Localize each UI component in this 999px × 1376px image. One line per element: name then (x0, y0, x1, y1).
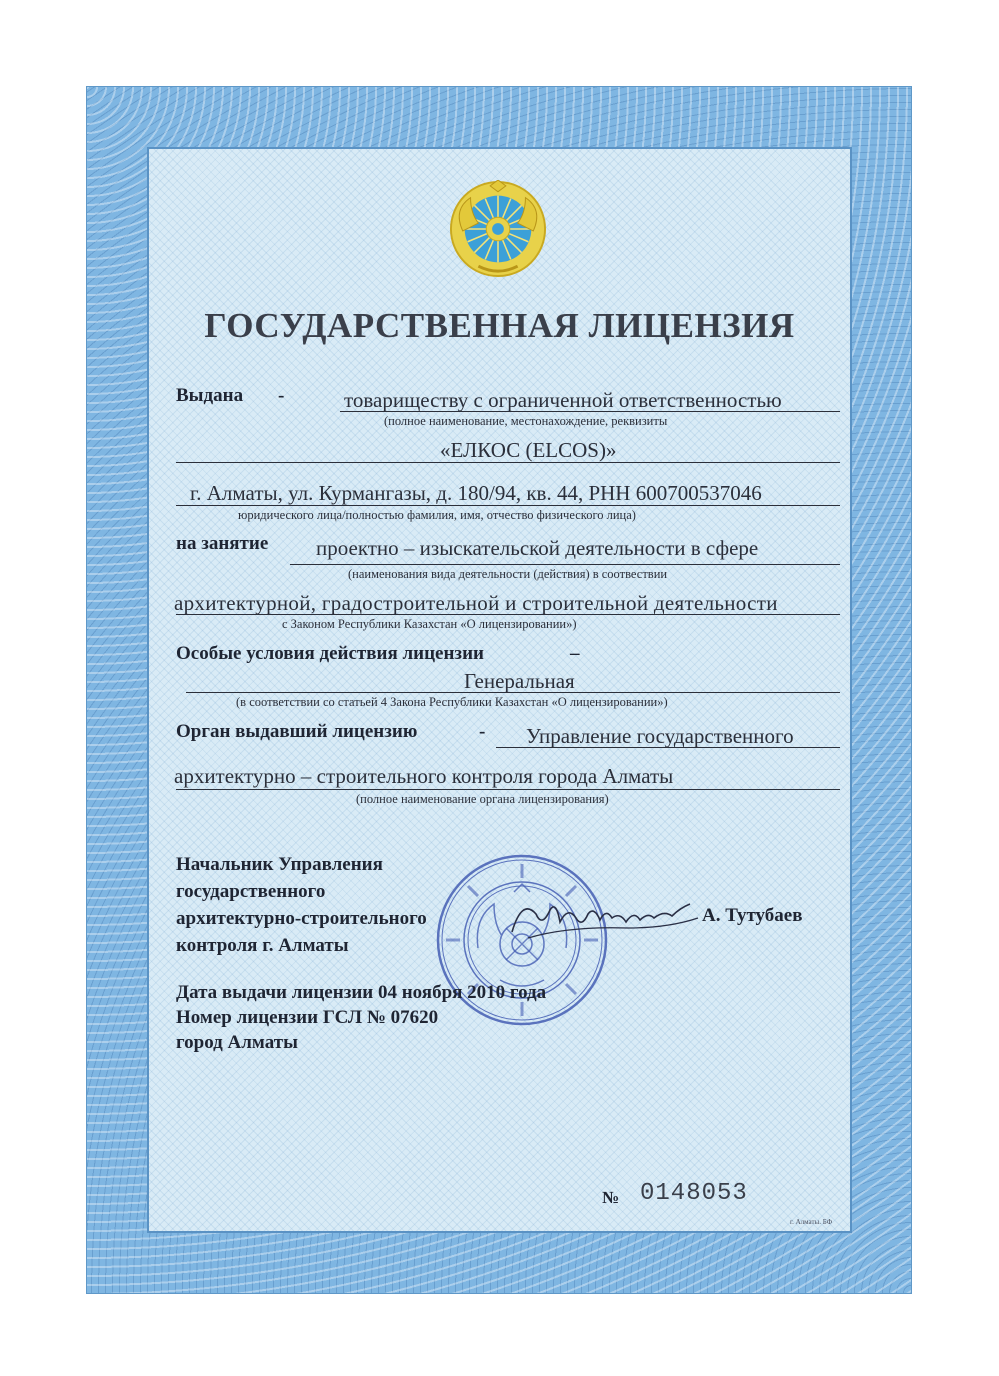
underline (340, 411, 840, 412)
underline (186, 692, 840, 693)
signatory-position (176, 851, 427, 959)
issued-to-value-3: г. Алматы, ул. Курмангазы, д. 180/94, кв. 44, РНН 600700537046 (190, 481, 762, 505)
signature-icon (508, 888, 704, 946)
activity-value-2: архитектурной, градостроительной и строительной деятельности (174, 591, 778, 615)
document-title: ГОСУДАРСТВЕННАЯ ЛИЦЕНЗИЯ (204, 306, 795, 345)
license-number: Номер лицензии ГСЛ № 07620 (176, 1007, 439, 1028)
authority-label: Орган выдавший лицензию (176, 721, 418, 742)
signatory-position-line: Начальник Управления (176, 854, 383, 875)
activity-label: на занятие (176, 533, 269, 554)
underline (176, 462, 840, 463)
state-emblem-icon (449, 180, 547, 278)
serial-symbol: № (602, 1188, 620, 1207)
issued-to-dash: - (278, 385, 285, 406)
signatory-name: А. Тутубаев (702, 905, 803, 926)
issued-to-value-2: «ЕЛКОС (ELCOS)» (440, 438, 617, 462)
authority-dash: - (479, 721, 486, 742)
authority-value-2: архитектурно – строительного контроля города Алматы (174, 764, 674, 788)
underline (176, 789, 840, 790)
signatory-position-line: архитектурно-строительного (176, 908, 427, 929)
activity-hint-1: (наименования вида деятельности (действия) в соотвествии (348, 567, 668, 581)
underline (290, 564, 840, 565)
conditions-label: Особые условия действия лицензии (176, 643, 484, 664)
issue-city: город Алматы (176, 1032, 298, 1053)
serial-number: 0148053 (640, 1180, 748, 1207)
issued-to-hint-1: (полное наименование, местонахождение, реквизиты (384, 414, 668, 428)
conditions-value: Генеральная (464, 669, 575, 693)
issued-to-label: Выдана (176, 385, 244, 406)
activity-hint-2: с Законом Республики Казахстан «О лицензировании») (282, 617, 577, 631)
activity-value-1: проектно – изыскательской деятельности в сфере (316, 536, 759, 560)
issue-date: Дата выдачи лицензии 04 ноября 2010 года (176, 982, 547, 1003)
underline (176, 505, 840, 506)
conditions-dash: – (570, 643, 580, 664)
underline (496, 747, 840, 748)
printer-mark: г. Алматы. БФ (790, 1218, 833, 1226)
issued-to-hint-2: юридического лица/полностью фамилия, имя, отчество физического лица) (238, 508, 636, 522)
signatory-position-line: контроля г. Алматы (176, 935, 349, 956)
authority-hint: (полное наименование органа лицензирования) (356, 792, 609, 806)
underline (176, 614, 840, 615)
conditions-hint: (в соответствии со статьей 4 Закона Республики Казахстан «О лицензировании») (236, 695, 668, 709)
issued-to-value-1: товариществу с ограниченной ответственностью (344, 388, 782, 412)
signatory-position-line: государственного (176, 881, 326, 902)
authority-value-1: Управление государственного (526, 724, 794, 748)
